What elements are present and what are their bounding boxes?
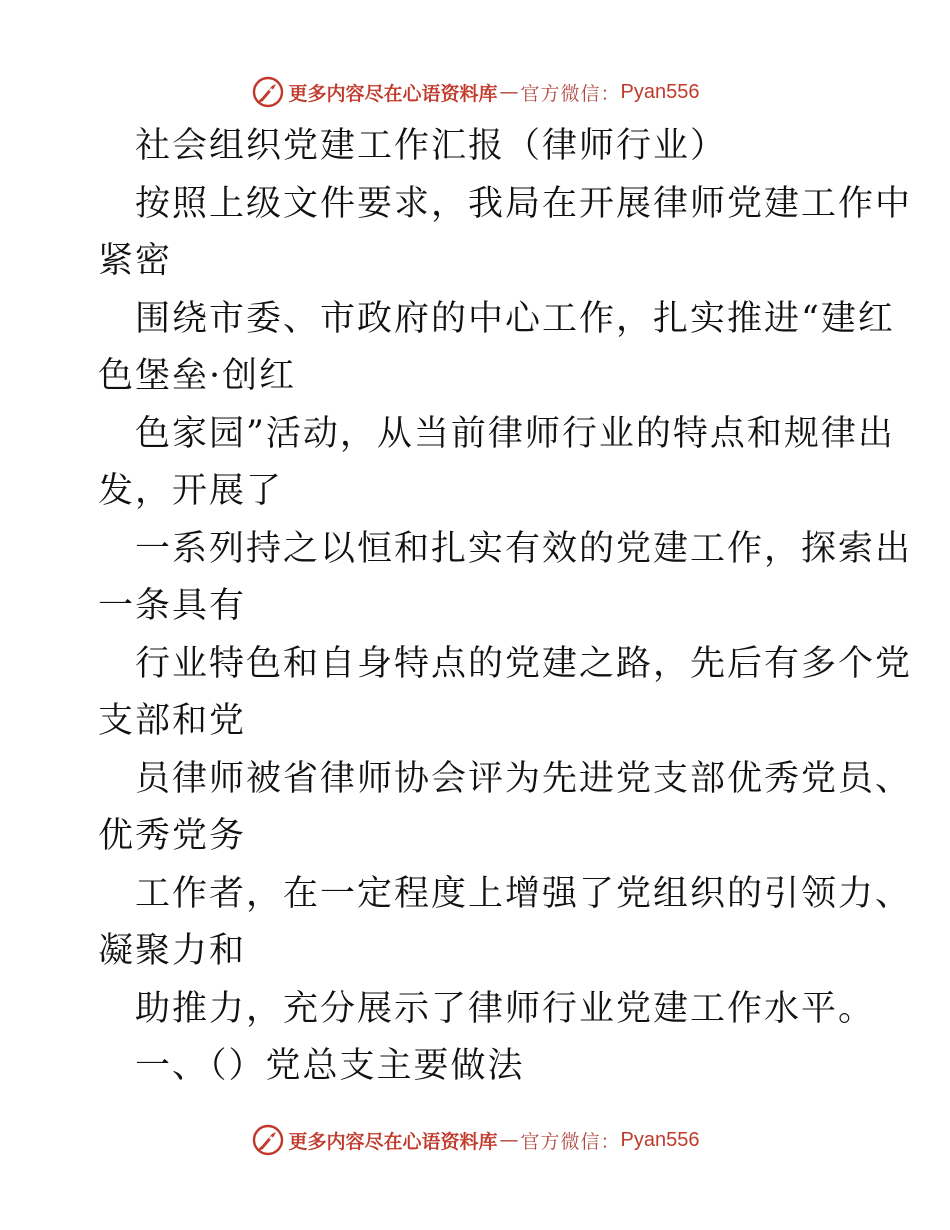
document-title: 社会组织党建工作汇报（律师行业） (135, 126, 728, 166)
quill-pen-logo-icon (251, 75, 285, 109)
text-line: 优秀党务 (98, 816, 247, 856)
text-line: 紧密 (98, 241, 173, 281)
quill-pen-logo-icon (251, 1123, 285, 1157)
footer-watermark (0, 1120, 950, 1160)
text-line: 行业特色和自身特点的党建之路，先后有多个党 (135, 643, 913, 684)
document-body (98, 118, 913, 1096)
text-line: 按照上级文件要求，我局在开展律师党建工作中 (135, 183, 913, 224)
text-line: 一条具有 (98, 586, 247, 626)
header-watermark (0, 72, 950, 112)
watermark-dash: — (499, 1129, 519, 1151)
text-line: 色堡垒·创红 (98, 356, 297, 396)
section-heading: 一、（）党总支主要做法 (135, 1046, 525, 1086)
watermark-wechat-id: Pyan556 (620, 1128, 700, 1151)
text-line: 员律师被省律师协会评为先进党支部优秀党员、 (135, 758, 913, 799)
text-line: 工作者，在一定程度上增强了党组织的引领力、 (135, 873, 913, 914)
text-line: 助推力，充分展示了律师行业党建工作水平。 (135, 988, 876, 1029)
text-line: 一系列持之以恒和扎实有效的党建工作，探索出 (135, 528, 913, 569)
watermark-subtitle: 官方微信： (520, 1130, 621, 1153)
watermark-subtitle: 官方微信： (520, 82, 621, 105)
text-line: 支部和党 (98, 701, 247, 741)
text-line: 凝聚力和 (98, 931, 247, 971)
watermark-brand: 更多内容尽在心语资料库 (288, 82, 498, 105)
text-line: 发，开展了 (98, 471, 284, 511)
watermark-dash: — (499, 81, 519, 103)
watermark-brand: 更多内容尽在心语资料库 (288, 1130, 498, 1153)
text-line: 围绕市委、市政府的中心工作，扎实推进“建红 (135, 298, 895, 339)
watermark-wechat-id: Pyan556 (620, 80, 700, 103)
text-line: 色家园”活动，从当前律师行业的特点和规律出 (135, 413, 895, 454)
